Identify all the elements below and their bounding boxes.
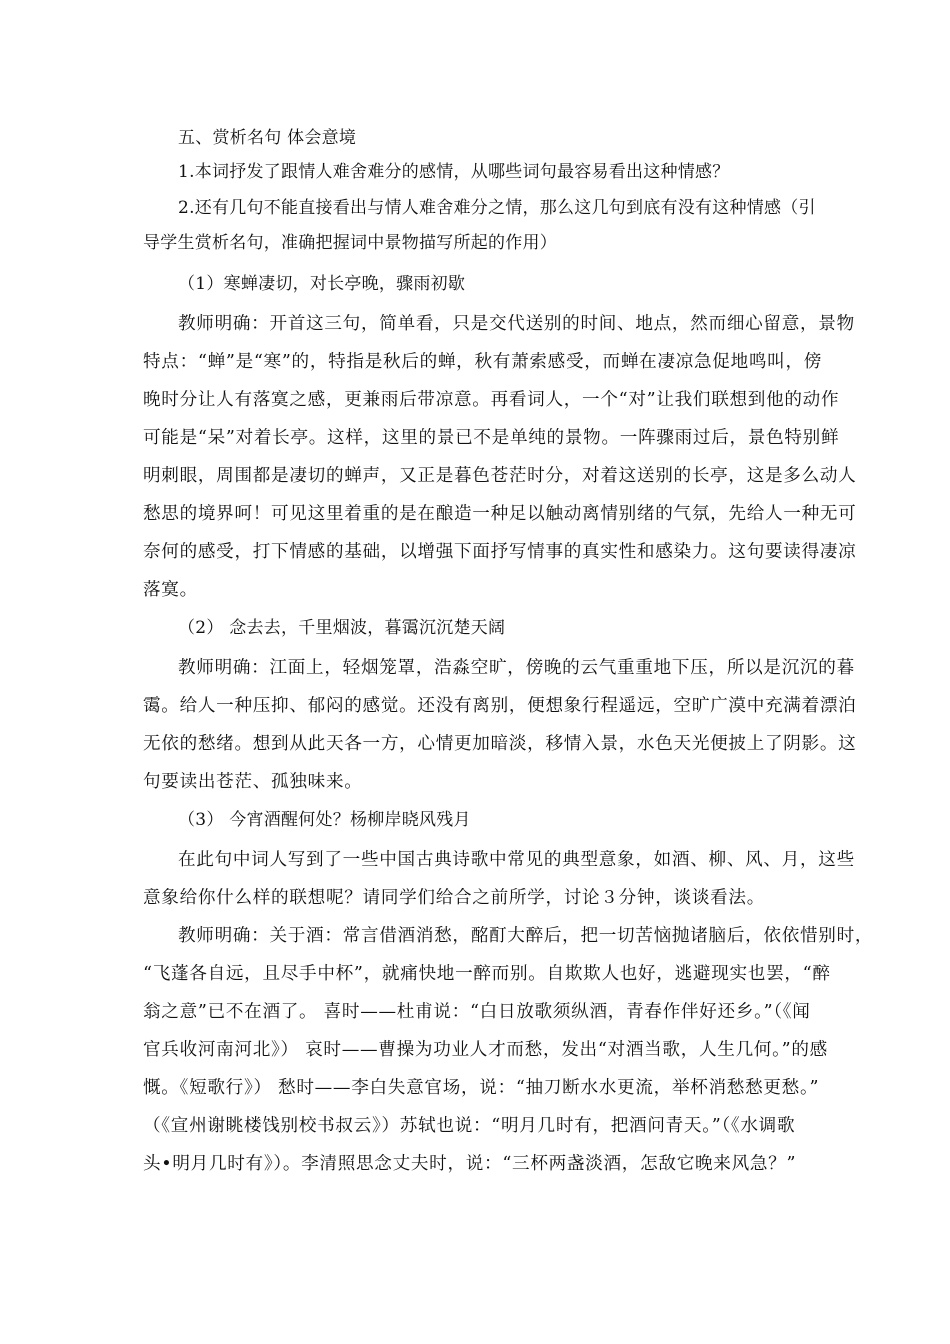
paragraph-line: 奈何的感受，打下情感的基础，以增强下面抒写情事的真实性和感染力。这句要读得凄凉: [143, 542, 857, 562]
paragraph-line: 明刺眼，周围都是凄切的蝉声，又正是暮色苍茫时分，对着这送别的长亭，这是多么动人: [143, 466, 857, 486]
paragraph-line: 无依的愁绪。想到从此天各一方，心情更加暗淡，移情入景，水色天光便披上了阴影。这: [143, 734, 857, 754]
paragraph-line: 官兵收河南河北》） 哀时——曹操为功业人才而愁，发出“对酒当歌，人生几何。”的感: [143, 1040, 828, 1060]
paragraph-line: 可能是“呆”对着长亭。这样，这里的景已不是单纯的景物。一阵骤雨过后，景色特别鲜: [143, 428, 840, 448]
paragraph-line: 霭。给人一种压抑、郁闷的感觉。还没有离别，便想象行程遥远，空旷广漠中充满着漂泊: [143, 696, 857, 716]
paragraph-line: 特点：“蝉”是“寒”的，特指是秋后的蝉，秋有萧索感受，而蝉在凄凉急促地鸣叫，傍: [143, 352, 823, 372]
paragraph-line: “飞蓬各自远，且尽手中杯”，就痛快地一醉而别。自欺欺人也好，逃避现实也罢，“醉: [143, 964, 831, 984]
quote-3: （3） 今宵酒醒何处？杨柳岸晓风残月: [178, 810, 471, 830]
paragraph-line: 意象给你什么样的联想呢？请同学们给合之前所学，讨论３分钟，谈谈看法。: [143, 888, 765, 908]
section-heading: 五、赏析名句 体会意境: [178, 128, 357, 148]
paragraph-line: 慨。《短歌行》） 愁时——李白失意官场，说：“抽刀断水水更流，举杯消愁愁更愁。”: [143, 1078, 820, 1098]
paragraph-line: 晚时分让人有落寞之感，更兼雨后带凉意。再看词人，一个“对”让我们联想到他的动作: [143, 390, 840, 410]
paragraph-line: 教师明确：关于酒：常言借酒消愁，酩酊大醉后，把一切苦恼抛诸脑后，依依惜别时，: [178, 926, 874, 946]
paragraph-line: 落寞。: [143, 580, 198, 600]
paragraph-line: 教师明确：开首这三句，简单看，只是交代送别的时间、地点，然而细心留意，景物: [178, 314, 855, 334]
paragraph-line: 头•明月几时有》）。李清照思念丈夫时，说：“三杯两盏淡酒，怎敌它晚来风急？”: [143, 1154, 797, 1174]
question-1: 1.本词抒发了跟情人难舍难分的感情，从哪些词句最容易看出这种情感？: [178, 162, 730, 182]
paragraph-line: 愁思的境界呵！可见这里着重的是在酿造一种足以触动离情别绪的气氛，先给人一种无可: [143, 504, 857, 524]
quote-1: （1）寒蝉凄切，对长亭晚，骤雨初歇: [178, 274, 466, 294]
paragraph-line: 翁之意”已不在酒了。 喜时——杜甫说：“白日放歌须纵酒，青春作伴好还乡。”（《闻: [143, 1002, 811, 1022]
paragraph-line: 教师明确：江面上，轻烟笼罩，浩淼空旷，傍晚的云气重重地下压，所以是沉沉的暮: [178, 658, 855, 678]
quote-2: （2） 念去去，千里烟波，暮霭沉沉楚天阔: [178, 618, 506, 638]
paragraph-line: 在此句中词人写到了一些中国古典诗歌中常见的典型意象，如酒、柳、风、月，这些: [178, 850, 855, 870]
paragraph-line: 句要读出苍茫、孤独味来。: [143, 772, 363, 792]
question-2-line-1: 2.还有几句不能直接看出与情人难舍难分之情，那么这几句到底有没有这种情感（引: [178, 198, 816, 218]
paragraph-line: （《宣州谢眺楼饯别校书叔云》）苏轼也说：“明月几时有，把酒问青天。”（《水调歌: [143, 1116, 796, 1136]
question-2-line-2: 导学生赏析名句，准确把握词中景物描写所起的作用）: [143, 233, 557, 253]
